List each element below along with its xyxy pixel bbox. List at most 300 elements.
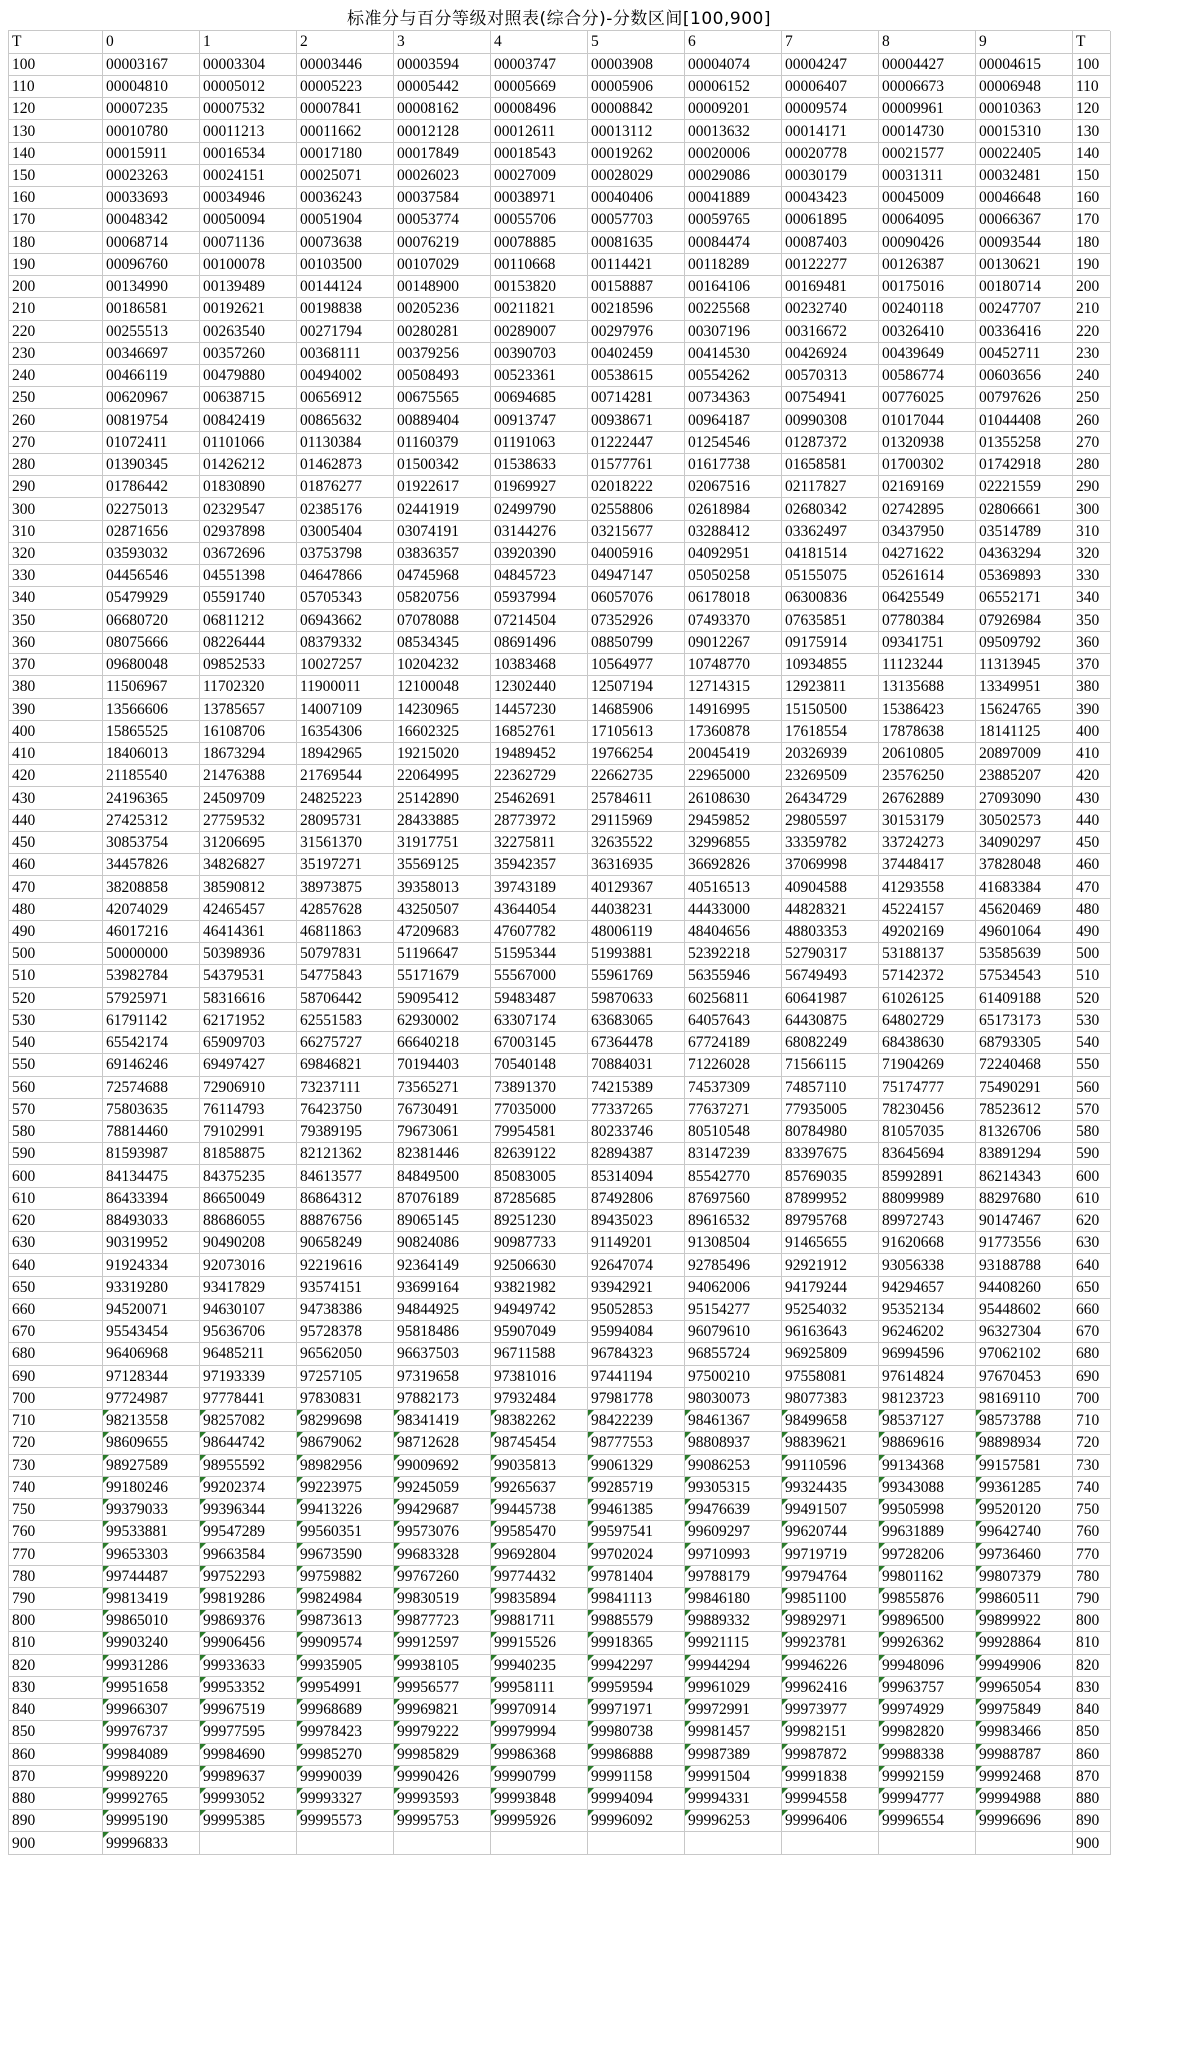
row-label-cell-right[interactable]: 330 xyxy=(1073,565,1111,587)
value-cell[interactable]: 00073638 xyxy=(297,231,394,253)
value-cell[interactable]: 77935005 xyxy=(782,1098,879,1120)
value-cell[interactable]: 00126387 xyxy=(879,253,976,275)
row-label-cell-right[interactable]: 410 xyxy=(1073,743,1111,765)
row-label-cell-right[interactable]: 480 xyxy=(1073,898,1111,920)
value-cell[interactable]: 76423750 xyxy=(297,1098,394,1120)
value-cell[interactable]: 12507194 xyxy=(588,676,685,698)
value-cell[interactable]: 04745968 xyxy=(394,565,491,587)
value-cell[interactable]: 65173173 xyxy=(976,1009,1073,1031)
value-cell[interactable]: 82639122 xyxy=(491,1143,588,1165)
row-label-cell[interactable]: 830 xyxy=(9,1676,103,1698)
value-cell[interactable]: 79389195 xyxy=(297,1120,394,1142)
value-cell[interactable]: 99520120 xyxy=(976,1498,1073,1520)
value-cell[interactable]: 75803635 xyxy=(103,1098,200,1120)
value-cell[interactable]: 91620668 xyxy=(879,1232,976,1254)
value-cell[interactable]: 00479880 xyxy=(200,365,297,387)
value-cell[interactable]: 99744487 xyxy=(103,1565,200,1587)
value-cell[interactable]: 00004810 xyxy=(103,75,200,97)
row-label-cell[interactable]: 220 xyxy=(9,320,103,342)
row-label-cell-right[interactable]: 900 xyxy=(1073,1832,1111,1854)
value-cell[interactable]: 35942357 xyxy=(491,854,588,876)
row-label-cell-right[interactable]: 530 xyxy=(1073,1009,1111,1031)
value-cell[interactable]: 18673294 xyxy=(200,743,297,765)
value-cell[interactable]: 18141125 xyxy=(976,720,1073,742)
row-label-cell[interactable]: 800 xyxy=(9,1610,103,1632)
value-cell[interactable]: 34090297 xyxy=(976,831,1073,853)
row-label-cell-right[interactable]: 300 xyxy=(1073,498,1111,520)
value-cell[interactable]: 42465457 xyxy=(200,898,297,920)
row-label-cell[interactable]: 470 xyxy=(9,876,103,898)
value-cell[interactable]: 22064995 xyxy=(394,765,491,787)
value-cell[interactable]: 00523361 xyxy=(491,365,588,387)
value-cell[interactable]: 39743189 xyxy=(491,876,588,898)
value-cell[interactable]: 08534345 xyxy=(394,631,491,653)
value-cell[interactable]: 01742918 xyxy=(976,453,1073,475)
value-cell[interactable]: 99969821 xyxy=(394,1699,491,1721)
value-cell[interactable]: 98573788 xyxy=(976,1410,1073,1432)
value-cell[interactable]: 85542770 xyxy=(685,1165,782,1187)
row-label-cell-right[interactable]: 840 xyxy=(1073,1699,1111,1721)
row-label-cell-right[interactable]: 250 xyxy=(1073,387,1111,409)
value-cell[interactable]: 10383468 xyxy=(491,654,588,676)
value-cell[interactable]: 99995753 xyxy=(394,1810,491,1832)
value-cell[interactable]: 96784323 xyxy=(588,1343,685,1365)
value-cell[interactable]: 00297976 xyxy=(588,320,685,342)
row-label-cell-right[interactable]: 540 xyxy=(1073,1032,1111,1054)
row-label-cell[interactable]: 460 xyxy=(9,854,103,876)
value-cell[interactable] xyxy=(782,1832,879,1854)
value-cell[interactable]: 01017044 xyxy=(879,409,976,431)
value-cell[interactable]: 99956577 xyxy=(394,1676,491,1698)
value-cell[interactable]: 00093544 xyxy=(976,231,1073,253)
value-cell[interactable]: 99846180 xyxy=(685,1587,782,1609)
row-label-cell[interactable]: 510 xyxy=(9,965,103,987)
row-label-cell-right[interactable]: 680 xyxy=(1073,1343,1111,1365)
value-cell[interactable]: 00008162 xyxy=(394,98,491,120)
value-cell[interactable]: 76114793 xyxy=(200,1098,297,1120)
value-cell[interactable]: 00087403 xyxy=(782,231,879,253)
value-cell[interactable]: 99994558 xyxy=(782,1788,879,1810)
value-cell[interactable]: 00025071 xyxy=(297,164,394,186)
value-cell[interactable]: 51196647 xyxy=(394,943,491,965)
value-cell[interactable]: 51993881 xyxy=(588,943,685,965)
value-cell[interactable]: 95907049 xyxy=(491,1321,588,1343)
value-cell[interactable]: 17105613 xyxy=(588,720,685,742)
value-cell[interactable]: 20326939 xyxy=(782,743,879,765)
value-cell[interactable]: 07780384 xyxy=(879,609,976,631)
row-label-cell[interactable]: 260 xyxy=(9,409,103,431)
value-cell[interactable]: 00021577 xyxy=(879,142,976,164)
value-cell[interactable]: 05155075 xyxy=(782,565,879,587)
value-cell[interactable]: 99926362 xyxy=(879,1632,976,1654)
value-cell[interactable]: 95352134 xyxy=(879,1298,976,1320)
value-cell[interactable]: 95728378 xyxy=(297,1321,394,1343)
value-cell[interactable]: 00053774 xyxy=(394,209,491,231)
value-cell[interactable]: 57925971 xyxy=(103,987,200,1009)
value-cell[interactable]: 00776025 xyxy=(879,387,976,409)
value-cell[interactable]: 00714281 xyxy=(588,387,685,409)
value-cell[interactable]: 18406013 xyxy=(103,743,200,765)
value-cell[interactable]: 99972991 xyxy=(685,1699,782,1721)
value-cell[interactable]: 99881711 xyxy=(491,1610,588,1632)
value-cell[interactable]: 99982151 xyxy=(782,1721,879,1743)
value-cell[interactable]: 00041889 xyxy=(685,187,782,209)
value-cell[interactable]: 99265637 xyxy=(491,1476,588,1498)
value-cell[interactable]: 70884031 xyxy=(588,1054,685,1076)
value-cell[interactable]: 06943662 xyxy=(297,609,394,631)
value-cell[interactable]: 00118289 xyxy=(685,253,782,275)
row-label-cell-right[interactable]: 720 xyxy=(1073,1432,1111,1454)
value-cell[interactable]: 99951658 xyxy=(103,1676,200,1698)
value-cell[interactable]: 04271622 xyxy=(879,542,976,564)
value-cell[interactable]: 10748770 xyxy=(685,654,782,676)
value-cell[interactable]: 00048342 xyxy=(103,209,200,231)
value-cell[interactable]: 99597541 xyxy=(588,1521,685,1543)
row-label-cell-right[interactable]: 550 xyxy=(1073,1054,1111,1076)
value-cell[interactable]: 00008842 xyxy=(588,98,685,120)
value-cell[interactable]: 57534543 xyxy=(976,965,1073,987)
value-cell[interactable]: 37448417 xyxy=(879,854,976,876)
value-cell[interactable]: 99942297 xyxy=(588,1654,685,1676)
value-cell[interactable]: 64057643 xyxy=(685,1009,782,1031)
row-label-cell-right[interactable]: 670 xyxy=(1073,1321,1111,1343)
value-cell[interactable]: 82121362 xyxy=(297,1143,394,1165)
value-cell[interactable]: 99983466 xyxy=(976,1721,1073,1743)
row-label-cell[interactable]: 620 xyxy=(9,1209,103,1231)
value-cell[interactable]: 96637503 xyxy=(394,1343,491,1365)
value-cell[interactable]: 99996696 xyxy=(976,1810,1073,1832)
value-cell[interactable]: 12100048 xyxy=(394,676,491,698)
value-cell[interactable]: 00175016 xyxy=(879,276,976,298)
row-label-cell[interactable]: 210 xyxy=(9,298,103,320)
value-cell[interactable]: 74215389 xyxy=(588,1076,685,1098)
value-cell[interactable]: 00797626 xyxy=(976,387,1073,409)
value-cell[interactable]: 82894387 xyxy=(588,1143,685,1165)
value-cell[interactable]: 00114421 xyxy=(588,253,685,275)
row-label-cell[interactable]: 400 xyxy=(9,720,103,742)
value-cell[interactable]: 99110596 xyxy=(782,1454,879,1476)
value-cell[interactable]: 24509709 xyxy=(200,787,297,809)
value-cell[interactable]: 99994988 xyxy=(976,1788,1073,1810)
row-label-cell[interactable]: 340 xyxy=(9,587,103,609)
row-label-cell[interactable]: 200 xyxy=(9,276,103,298)
value-cell[interactable]: 02742895 xyxy=(879,498,976,520)
value-cell[interactable]: 99985829 xyxy=(394,1743,491,1765)
value-cell[interactable]: 04363294 xyxy=(976,542,1073,564)
value-cell[interactable]: 13785657 xyxy=(200,698,297,720)
row-label-cell[interactable]: 310 xyxy=(9,520,103,542)
value-cell[interactable]: 47607782 xyxy=(491,920,588,942)
value-cell[interactable]: 99946226 xyxy=(782,1654,879,1676)
row-label-cell-right[interactable]: 520 xyxy=(1073,987,1111,1009)
value-cell[interactable]: 00494002 xyxy=(297,365,394,387)
value-cell[interactable]: 99892971 xyxy=(782,1610,879,1632)
row-label-cell[interactable]: 270 xyxy=(9,431,103,453)
value-cell[interactable]: 03437950 xyxy=(879,520,976,542)
value-cell[interactable]: 02499790 xyxy=(491,498,588,520)
value-cell[interactable]: 99781404 xyxy=(588,1565,685,1587)
value-cell[interactable]: 11313945 xyxy=(976,654,1073,676)
value-cell[interactable]: 00012128 xyxy=(394,120,491,142)
value-cell[interactable]: 85769035 xyxy=(782,1165,879,1187)
value-cell[interactable]: 03920390 xyxy=(491,542,588,564)
value-cell[interactable]: 02067516 xyxy=(685,476,782,498)
value-cell[interactable]: 17618554 xyxy=(782,720,879,742)
value-cell[interactable]: 99971971 xyxy=(588,1699,685,1721)
value-cell[interactable]: 99994094 xyxy=(588,1788,685,1810)
value-cell[interactable]: 58316616 xyxy=(200,987,297,1009)
row-label-cell-right[interactable]: 230 xyxy=(1073,342,1111,364)
value-cell[interactable]: 97558081 xyxy=(782,1365,879,1387)
row-label-cell-right[interactable]: 400 xyxy=(1073,720,1111,742)
row-label-cell[interactable]: 730 xyxy=(9,1454,103,1476)
value-cell[interactable]: 00015310 xyxy=(976,120,1073,142)
value-cell[interactable]: 00031311 xyxy=(879,164,976,186)
value-cell[interactable]: 79954581 xyxy=(491,1120,588,1142)
value-cell[interactable]: 36692826 xyxy=(685,854,782,876)
value-cell[interactable]: 99915526 xyxy=(491,1632,588,1654)
value-cell[interactable]: 06811212 xyxy=(200,609,297,631)
value-cell[interactable]: 12714315 xyxy=(685,676,782,698)
value-cell[interactable]: 00016534 xyxy=(200,142,297,164)
value-cell[interactable]: 98077383 xyxy=(782,1387,879,1409)
row-label-cell[interactable]: 790 xyxy=(9,1587,103,1609)
value-cell[interactable]: 98123723 xyxy=(879,1387,976,1409)
value-cell[interactable]: 04845723 xyxy=(491,565,588,587)
value-cell[interactable]: 00013112 xyxy=(588,120,685,142)
value-cell[interactable]: 99653303 xyxy=(103,1543,200,1565)
value-cell[interactable]: 00007532 xyxy=(200,98,297,120)
row-label-cell-right[interactable]: 280 xyxy=(1073,453,1111,475)
value-cell[interactable]: 13135688 xyxy=(879,676,976,698)
value-cell[interactable]: 88297680 xyxy=(976,1187,1073,1209)
value-cell[interactable]: 72240468 xyxy=(976,1054,1073,1076)
value-cell[interactable]: 89795768 xyxy=(782,1209,879,1231)
value-cell[interactable]: 99985270 xyxy=(297,1743,394,1765)
value-cell[interactable]: 99379033 xyxy=(103,1498,200,1520)
row-label-cell-right[interactable]: 830 xyxy=(1073,1676,1111,1698)
value-cell[interactable]: 99989637 xyxy=(200,1765,297,1787)
value-cell[interactable]: 14007109 xyxy=(297,698,394,720)
value-cell[interactable]: 93056338 xyxy=(879,1254,976,1276)
row-label-cell[interactable]: 160 xyxy=(9,187,103,209)
value-cell[interactable]: 03288412 xyxy=(685,520,782,542)
row-label-cell-right[interactable]: 760 xyxy=(1073,1521,1111,1543)
value-cell[interactable]: 91149201 xyxy=(588,1232,685,1254)
value-cell[interactable]: 08226444 xyxy=(200,631,297,653)
row-label-cell-right[interactable]: 570 xyxy=(1073,1098,1111,1120)
value-cell[interactable]: 99962416 xyxy=(782,1676,879,1698)
value-cell[interactable] xyxy=(588,1832,685,1854)
value-cell[interactable]: 53188137 xyxy=(879,943,976,965)
value-cell[interactable]: 66275727 xyxy=(297,1032,394,1054)
value-cell[interactable]: 38973875 xyxy=(297,876,394,898)
value-cell[interactable]: 99692804 xyxy=(491,1543,588,1565)
value-cell[interactable]: 96562050 xyxy=(297,1343,394,1365)
value-cell[interactable]: 91924334 xyxy=(103,1254,200,1276)
value-cell[interactable]: 94738386 xyxy=(297,1298,394,1320)
value-cell[interactable]: 09852533 xyxy=(200,654,297,676)
value-cell[interactable]: 00017849 xyxy=(394,142,491,164)
value-cell[interactable]: 00033693 xyxy=(103,187,200,209)
value-cell[interactable]: 94408260 xyxy=(976,1276,1073,1298)
value-cell[interactable]: 98499658 xyxy=(782,1410,879,1432)
value-cell[interactable]: 00368111 xyxy=(297,342,394,364)
value-cell[interactable]: 01254546 xyxy=(685,431,782,453)
value-cell[interactable]: 95994084 xyxy=(588,1321,685,1343)
value-cell[interactable]: 99986368 xyxy=(491,1743,588,1765)
value-cell[interactable]: 00225568 xyxy=(685,298,782,320)
value-cell[interactable]: 99830519 xyxy=(394,1587,491,1609)
value-cell[interactable]: 00018543 xyxy=(491,142,588,164)
value-cell[interactable]: 38208858 xyxy=(103,876,200,898)
row-label-cell-right[interactable]: 890 xyxy=(1073,1810,1111,1832)
value-cell[interactable]: 14685906 xyxy=(588,698,685,720)
value-cell[interactable]: 00010780 xyxy=(103,120,200,142)
value-cell[interactable]: 98030073 xyxy=(685,1387,782,1409)
value-cell[interactable]: 00045009 xyxy=(879,187,976,209)
value-cell[interactable]: 99134368 xyxy=(879,1454,976,1476)
value-cell[interactable]: 93699164 xyxy=(394,1276,491,1298)
value-cell[interactable]: 90490208 xyxy=(200,1232,297,1254)
value-cell[interactable]: 31917751 xyxy=(394,831,491,853)
value-cell[interactable]: 00050094 xyxy=(200,209,297,231)
value-cell[interactable]: 93942921 xyxy=(588,1276,685,1298)
value-cell[interactable]: 00084474 xyxy=(685,231,782,253)
value-cell[interactable]: 01700302 xyxy=(879,453,976,475)
value-cell[interactable]: 21476388 xyxy=(200,765,297,787)
value-cell[interactable]: 91465655 xyxy=(782,1232,879,1254)
value-cell[interactable]: 26434729 xyxy=(782,787,879,809)
value-cell[interactable]: 98213558 xyxy=(103,1410,200,1432)
value-cell[interactable]: 52790317 xyxy=(782,943,879,965)
value-cell[interactable]: 84613577 xyxy=(297,1165,394,1187)
value-cell[interactable]: 00107029 xyxy=(394,253,491,275)
header-cell[interactable]: 1 xyxy=(200,31,297,53)
value-cell[interactable]: 00316672 xyxy=(782,320,879,342)
value-cell[interactable]: 00247707 xyxy=(976,298,1073,320)
row-label-cell-right[interactable]: 750 xyxy=(1073,1498,1111,1520)
row-label-cell[interactable]: 770 xyxy=(9,1543,103,1565)
value-cell[interactable]: 01390345 xyxy=(103,453,200,475)
value-cell[interactable]: 04456546 xyxy=(103,565,200,587)
value-cell[interactable]: 00061895 xyxy=(782,209,879,231)
value-cell[interactable]: 00023263 xyxy=(103,164,200,186)
value-cell[interactable]: 99180246 xyxy=(103,1476,200,1498)
value-cell[interactable]: 34457826 xyxy=(103,854,200,876)
value-cell[interactable]: 00754941 xyxy=(782,387,879,409)
value-cell[interactable]: 06178018 xyxy=(685,587,782,609)
value-cell[interactable]: 97062102 xyxy=(976,1343,1073,1365)
value-cell[interactable]: 00005012 xyxy=(200,75,297,97)
value-cell[interactable]: 00012611 xyxy=(491,120,588,142)
value-cell[interactable]: 00004247 xyxy=(782,53,879,75)
row-label-cell-right[interactable]: 490 xyxy=(1073,920,1111,942)
header-cell[interactable]: 6 xyxy=(685,31,782,53)
row-label-cell[interactable]: 570 xyxy=(9,1098,103,1120)
value-cell[interactable]: 05261614 xyxy=(879,565,976,587)
value-cell[interactable]: 80784980 xyxy=(782,1120,879,1142)
value-cell[interactable]: 00043423 xyxy=(782,187,879,209)
value-cell[interactable]: 00026023 xyxy=(394,164,491,186)
header-cell[interactable]: 4 xyxy=(491,31,588,53)
row-label-cell[interactable]: 490 xyxy=(9,920,103,942)
value-cell[interactable]: 99899922 xyxy=(976,1610,1073,1632)
value-cell[interactable]: 64430875 xyxy=(782,1009,879,1031)
value-cell[interactable]: 00022405 xyxy=(976,142,1073,164)
value-cell[interactable]: 99413226 xyxy=(297,1498,394,1520)
row-label-cell[interactable]: 430 xyxy=(9,787,103,809)
value-cell[interactable]: 99710993 xyxy=(685,1543,782,1565)
value-cell[interactable]: 00096760 xyxy=(103,253,200,275)
row-label-cell-right[interactable]: 640 xyxy=(1073,1254,1111,1276)
value-cell[interactable]: 07635851 xyxy=(782,609,879,631)
value-cell[interactable]: 99963757 xyxy=(879,1676,976,1698)
row-label-cell-right[interactable]: 290 xyxy=(1073,476,1111,498)
value-cell[interactable]: 35569125 xyxy=(394,854,491,876)
value-cell[interactable]: 53982784 xyxy=(103,965,200,987)
header-cell[interactable]: 8 xyxy=(879,31,976,53)
row-label-cell[interactable]: 390 xyxy=(9,698,103,720)
value-cell[interactable]: 59095412 xyxy=(394,987,491,1009)
value-cell[interactable]: 00027009 xyxy=(491,164,588,186)
row-label-cell[interactable]: 420 xyxy=(9,765,103,787)
row-label-cell[interactable]: 360 xyxy=(9,631,103,653)
value-cell[interactable]: 03593032 xyxy=(103,542,200,564)
value-cell[interactable]: 00134990 xyxy=(103,276,200,298)
value-cell[interactable] xyxy=(976,1832,1073,1854)
row-label-cell[interactable]: 590 xyxy=(9,1143,103,1165)
value-cell[interactable]: 93319280 xyxy=(103,1276,200,1298)
value-cell[interactable]: 54379531 xyxy=(200,965,297,987)
value-cell[interactable]: 00003167 xyxy=(103,53,200,75)
value-cell[interactable]: 70540148 xyxy=(491,1054,588,1076)
value-cell[interactable]: 21769544 xyxy=(297,765,394,787)
value-cell[interactable]: 95818486 xyxy=(394,1321,491,1343)
row-label-cell-right[interactable]: 270 xyxy=(1073,431,1111,453)
value-cell[interactable]: 00038971 xyxy=(491,187,588,209)
value-cell[interactable]: 99683328 xyxy=(394,1543,491,1565)
row-label-cell[interactable]: 840 xyxy=(9,1699,103,1721)
value-cell[interactable]: 71566115 xyxy=(782,1054,879,1076)
value-cell[interactable]: 05050258 xyxy=(685,565,782,587)
value-cell[interactable]: 36316935 xyxy=(588,854,685,876)
value-cell[interactable]: 98382262 xyxy=(491,1410,588,1432)
value-cell[interactable]: 93574151 xyxy=(297,1276,394,1298)
value-cell[interactable]: 00586774 xyxy=(879,365,976,387)
row-label-cell[interactable]: 520 xyxy=(9,987,103,1009)
row-label-cell-right[interactable]: 610 xyxy=(1073,1187,1111,1209)
value-cell[interactable]: 93188788 xyxy=(976,1254,1073,1276)
value-cell[interactable]: 96711588 xyxy=(491,1343,588,1365)
row-label-cell-right[interactable]: 730 xyxy=(1073,1454,1111,1476)
row-label-cell-right[interactable]: 340 xyxy=(1073,587,1111,609)
value-cell[interactable]: 78230456 xyxy=(879,1098,976,1120)
value-cell[interactable]: 05820756 xyxy=(394,587,491,609)
value-cell[interactable]: 99975849 xyxy=(976,1699,1073,1721)
value-cell[interactable]: 74857110 xyxy=(782,1076,879,1098)
value-cell[interactable]: 00144124 xyxy=(297,276,394,298)
value-cell[interactable]: 00402459 xyxy=(588,342,685,364)
value-cell[interactable]: 99996253 xyxy=(685,1810,782,1832)
value-cell[interactable]: 25142890 xyxy=(394,787,491,809)
value-cell[interactable]: 56355946 xyxy=(685,965,782,987)
value-cell[interactable]: 88876756 xyxy=(297,1209,394,1231)
value-cell[interactable]: 00271794 xyxy=(297,320,394,342)
value-cell[interactable]: 99958111 xyxy=(491,1676,588,1698)
value-cell[interactable]: 99954991 xyxy=(297,1676,394,1698)
value-cell[interactable]: 81593987 xyxy=(103,1143,200,1165)
